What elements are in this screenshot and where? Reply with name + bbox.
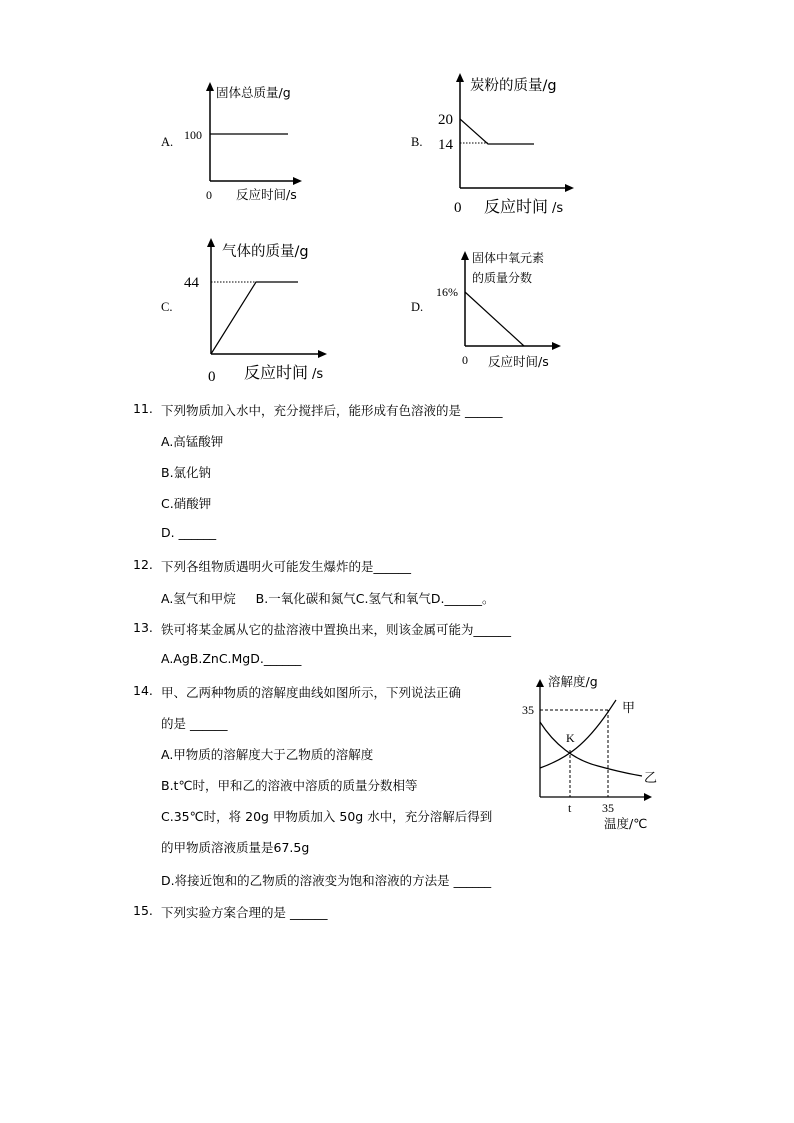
solubility-ytick-35: 35 [522, 703, 534, 717]
graph-c-y-arrow [207, 238, 215, 247]
q13-options: A.AgB.ZnC.MgD.______ [161, 651, 302, 666]
q14-option-d: D.将接近饱和的乙物质的溶液变为饱和溶液的方法是 ______ [161, 873, 492, 888]
q11-option-d: D. ______ [161, 525, 217, 540]
q14-option-b: B.t℃时，甲和乙的溶液中溶质的质量分数相等 [161, 778, 418, 793]
graph-b-origin: 0 [454, 200, 462, 216]
q14-option-c: C.35℃时，将 20g 甲物质加入 50g 水中，充分溶解后得到 [161, 809, 493, 824]
q11-text: 下列物质加入水中，充分搅拌后，能形成有色溶液的是 ______ [161, 403, 503, 418]
graph-d-origin: 0 [462, 353, 468, 367]
q13-number: 13. [133, 620, 153, 635]
q12-options: A.氢气和甲烷 B.一氧化碳和氮气C.氢气和氧气D.______。 [161, 591, 495, 606]
solubility-ylabel: 溶解度/g [548, 674, 598, 689]
graph-b-line [460, 119, 534, 144]
solubility-xtick-35: 35 [602, 801, 614, 815]
graph-b-letter: B. [411, 135, 423, 149]
q13-text: 铁可将某金属从它的盐溶液中置换出来，则该金属可能为______ [161, 622, 512, 637]
graph-c [180, 232, 340, 386]
graph-a-letter: A. [161, 135, 174, 149]
q11-number: 11. [133, 401, 153, 416]
graph-d-ylabel-2: 的质量分数 [472, 271, 533, 285]
series-yi-curve [540, 722, 642, 776]
graph-c-origin: 0 [208, 369, 216, 385]
graph-d-x-arrow [552, 342, 561, 350]
graph-d-letter: D. [411, 300, 424, 314]
q14-option-a: A.甲物质的溶解度大于乙物质的溶解度 [161, 747, 374, 762]
graph-c-yvalue: 44 [184, 275, 199, 291]
q14-number: 14. [133, 683, 153, 698]
graph-a [180, 78, 320, 206]
solubility-xtick-t: t [568, 801, 572, 815]
series-yi-label: 乙 [644, 771, 658, 786]
graph-c-x-arrow [318, 350, 327, 358]
graph-b-y-arrow [456, 73, 464, 82]
q15-number: 15. [133, 903, 153, 918]
graph-a-x-arrow [293, 177, 302, 185]
solubility-x-arrow [644, 793, 652, 801]
graph-c-letter: C. [161, 300, 173, 314]
solubility-point-k: K [566, 731, 575, 745]
q14-text-line1: 甲、乙两种物质的溶解度曲线如图所示，下列说法正确 [161, 685, 462, 700]
graph-c-xlabel: 反应时间 [244, 363, 309, 382]
q14-text-line2: 的是 ______ [161, 716, 228, 731]
graph-b [432, 66, 584, 218]
q12-text: 下列各组物质遇明火可能发生爆炸的是______ [161, 559, 412, 574]
graph-d-line [465, 292, 524, 346]
graph-d-ylabel-1: 固体中氧元素 [472, 251, 545, 265]
q11-option-b: B.氯化钠 [161, 465, 212, 480]
graph-b-y-low: 14 [438, 137, 453, 153]
graph-b-y-high: 20 [438, 112, 453, 128]
graph-d [432, 242, 572, 374]
solubility-xlabel: 温度/℃ [604, 816, 648, 831]
solubility-graph [518, 672, 668, 834]
q11-option-a: A.高锰酸钾 [161, 434, 224, 449]
graph-a-origin: 0 [206, 188, 212, 202]
graph-a-y-arrow [206, 82, 214, 91]
graph-b-ylabel: 炭粉的质量/g [470, 78, 557, 94]
graph-c-ylabel: 气体的质量/g [222, 244, 309, 260]
q12-number: 12. [133, 557, 153, 572]
graph-a-xlabel: 反应时间/s [236, 187, 297, 202]
graph-a-yvalue: 100 [184, 128, 202, 142]
graph-d-yvalue: 16% [436, 285, 458, 299]
q14-option-c-cont: 的甲物质溶液质量是67.5g [161, 840, 310, 855]
graph-d-xlabel: 反应时间/s [488, 354, 549, 369]
q15-text: 下列实验方案合理的是 ______ [161, 905, 328, 920]
graph-b-x-arrow [565, 184, 574, 192]
q11-option-c: C.硝酸钾 [161, 496, 212, 511]
graph-b-xlabel: 反应时间 [484, 197, 549, 216]
graph-a-ylabel: 固体总质量/g [216, 85, 291, 100]
graph-b-xunit: /s [552, 201, 564, 216]
graph-d-y-arrow [461, 251, 469, 260]
solubility-y-arrow [536, 679, 544, 687]
series-jia-label: 甲 [622, 701, 636, 716]
graph-c-line [211, 282, 298, 354]
graph-c-xunit: /s [312, 367, 324, 382]
